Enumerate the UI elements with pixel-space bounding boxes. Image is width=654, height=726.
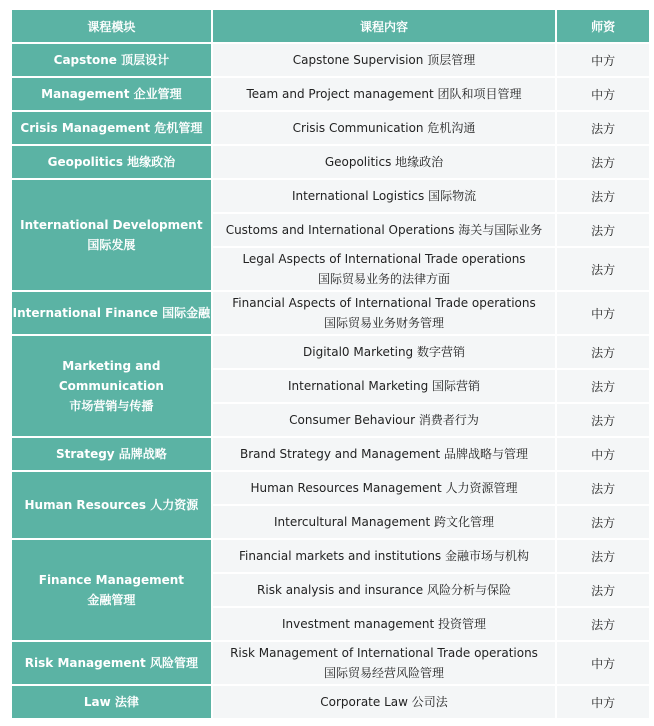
teacher-cell: 法方 (557, 370, 649, 402)
module-cell (12, 292, 211, 334)
teacher-cell: 中方 (557, 642, 649, 684)
teacher-cell: 法方 (557, 112, 649, 144)
teacher-cell: 法方 (557, 574, 649, 606)
course-cell (213, 180, 555, 212)
module-cell (12, 78, 211, 110)
course-cell (213, 506, 555, 538)
teacher-cell: 法方 (557, 180, 649, 212)
course-label: Corporate Law 公司法 (320, 695, 448, 709)
module-label: International Development (20, 218, 203, 232)
module-label: Human Resources 人力资源 (24, 498, 199, 512)
module-cell (12, 336, 211, 436)
table-row (12, 146, 649, 178)
course-label: Risk Management of International Trade operations (230, 646, 538, 660)
module-label: Geopolitics 地缘政治 (47, 155, 176, 169)
course-label: Risk analysis and insurance 风险分析与保险 (257, 583, 511, 597)
course-cell (213, 336, 555, 368)
module-label: 市场营销与传播 (69, 399, 154, 413)
teacher-cell: 中方 (557, 44, 649, 76)
course-cell (213, 540, 555, 572)
module-label: Management 企业管理 (41, 87, 182, 101)
module-label: Strategy 品牌战略 (55, 447, 167, 461)
course-label: Digital0 Marketing 数字营销 (303, 345, 465, 359)
course-label: Intercultural Management 跨文化管理 (273, 515, 495, 529)
module-label: 金融管理 (87, 593, 136, 607)
module-label: Marketing and Communication (58, 359, 164, 393)
module-cell (12, 146, 211, 178)
course-label: Customs and International Operations 海关与国际业务 (225, 223, 543, 237)
course-label: International Marketing 国际营销 (287, 379, 481, 393)
teacher-cell: 法方 (557, 214, 649, 246)
curriculum-table-container (10, 8, 651, 720)
course-label: Capstone Supervision 顶层管理 (292, 53, 476, 67)
teacher-cell: 法方 (557, 608, 649, 640)
module-cell (12, 180, 211, 290)
course-label: Crisis Communication 危机沟通 (292, 121, 476, 135)
course-label: International Logistics 国际物流 (291, 189, 477, 203)
teacher-cell: 法方 (557, 146, 649, 178)
curriculum-table (10, 8, 651, 720)
course-cell (213, 438, 555, 470)
table-row (12, 686, 649, 718)
teacher-cell: 法方 (557, 404, 649, 436)
module-label: Risk Management 风险管理 (24, 656, 198, 670)
course-label: Legal Aspects of International Trade operations (242, 252, 526, 266)
teacher-cell: 法方 (557, 540, 649, 572)
course-cell (213, 472, 555, 504)
course-cell (213, 44, 555, 76)
course-cell (213, 686, 555, 718)
teacher-cell: 中方 (557, 438, 649, 470)
course-label: Investment management 投资管理 (282, 617, 486, 631)
table-row (12, 44, 649, 76)
module-cell (12, 540, 211, 640)
table-row (12, 472, 649, 504)
module-cell (12, 44, 211, 76)
module-cell (12, 438, 211, 470)
course-label: Human Resources Management 人力资源管理 (250, 481, 518, 495)
teacher-cell: 中方 (557, 78, 649, 110)
module-cell (12, 642, 211, 684)
course-cell (213, 608, 555, 640)
module-label: Capstone 顶层设计 (53, 53, 170, 67)
table-row (12, 78, 649, 110)
module-label: Law 法律 (83, 695, 139, 709)
course-label: Financial Aspects of International Trade operations (232, 296, 536, 310)
course-cell (213, 146, 555, 178)
table-row (12, 438, 649, 470)
course-cell (213, 214, 555, 246)
teacher-cell: 法方 (557, 472, 649, 504)
course-label: 国际贸易经营风险管理 (324, 666, 445, 680)
header-content: 课程内容 (213, 10, 555, 42)
table-row (12, 540, 649, 572)
course-cell (213, 642, 555, 684)
course-cell (213, 292, 555, 334)
header-teacher: 师资 (557, 10, 649, 42)
course-label: Financial markets and institutions 金融市场与机构 (239, 549, 529, 563)
header-row (12, 10, 649, 42)
table-row (12, 642, 649, 684)
teacher-cell: 法方 (557, 248, 649, 290)
module-cell (12, 112, 211, 144)
table-row (12, 180, 649, 212)
course-cell (213, 248, 555, 290)
teacher-cell: 中方 (557, 292, 649, 334)
course-label: Team and Project management 团队和项目管理 (246, 87, 522, 101)
course-label: Brand Strategy and Management 品牌战略与管理 (239, 447, 529, 461)
course-label: Geopolitics 地缘政治 (324, 155, 444, 169)
course-cell (213, 574, 555, 606)
module-label: 国际发展 (87, 238, 136, 252)
table-row (12, 336, 649, 368)
table-body (12, 44, 649, 718)
course-label: 国际贸易业务财务管理 (324, 316, 445, 330)
course-cell (213, 370, 555, 402)
teacher-cell: 中方 (557, 686, 649, 718)
table-row (12, 112, 649, 144)
module-cell (12, 686, 211, 718)
module-cell (12, 472, 211, 538)
course-cell (213, 78, 555, 110)
course-label: 国际贸易业务的法律方面 (318, 272, 451, 286)
header-module: 课程模块 (12, 10, 211, 42)
module-label: International Finance 国际金融 (12, 306, 211, 320)
table-row (12, 292, 649, 334)
course-cell (213, 112, 555, 144)
teacher-cell: 法方 (557, 336, 649, 368)
module-label: Crisis Management 危机管理 (20, 121, 203, 135)
course-label: Consumer Behaviour 消费者行为 (289, 413, 479, 427)
module-label: Finance Management (38, 573, 185, 587)
course-cell (213, 404, 555, 436)
teacher-cell: 法方 (557, 506, 649, 538)
